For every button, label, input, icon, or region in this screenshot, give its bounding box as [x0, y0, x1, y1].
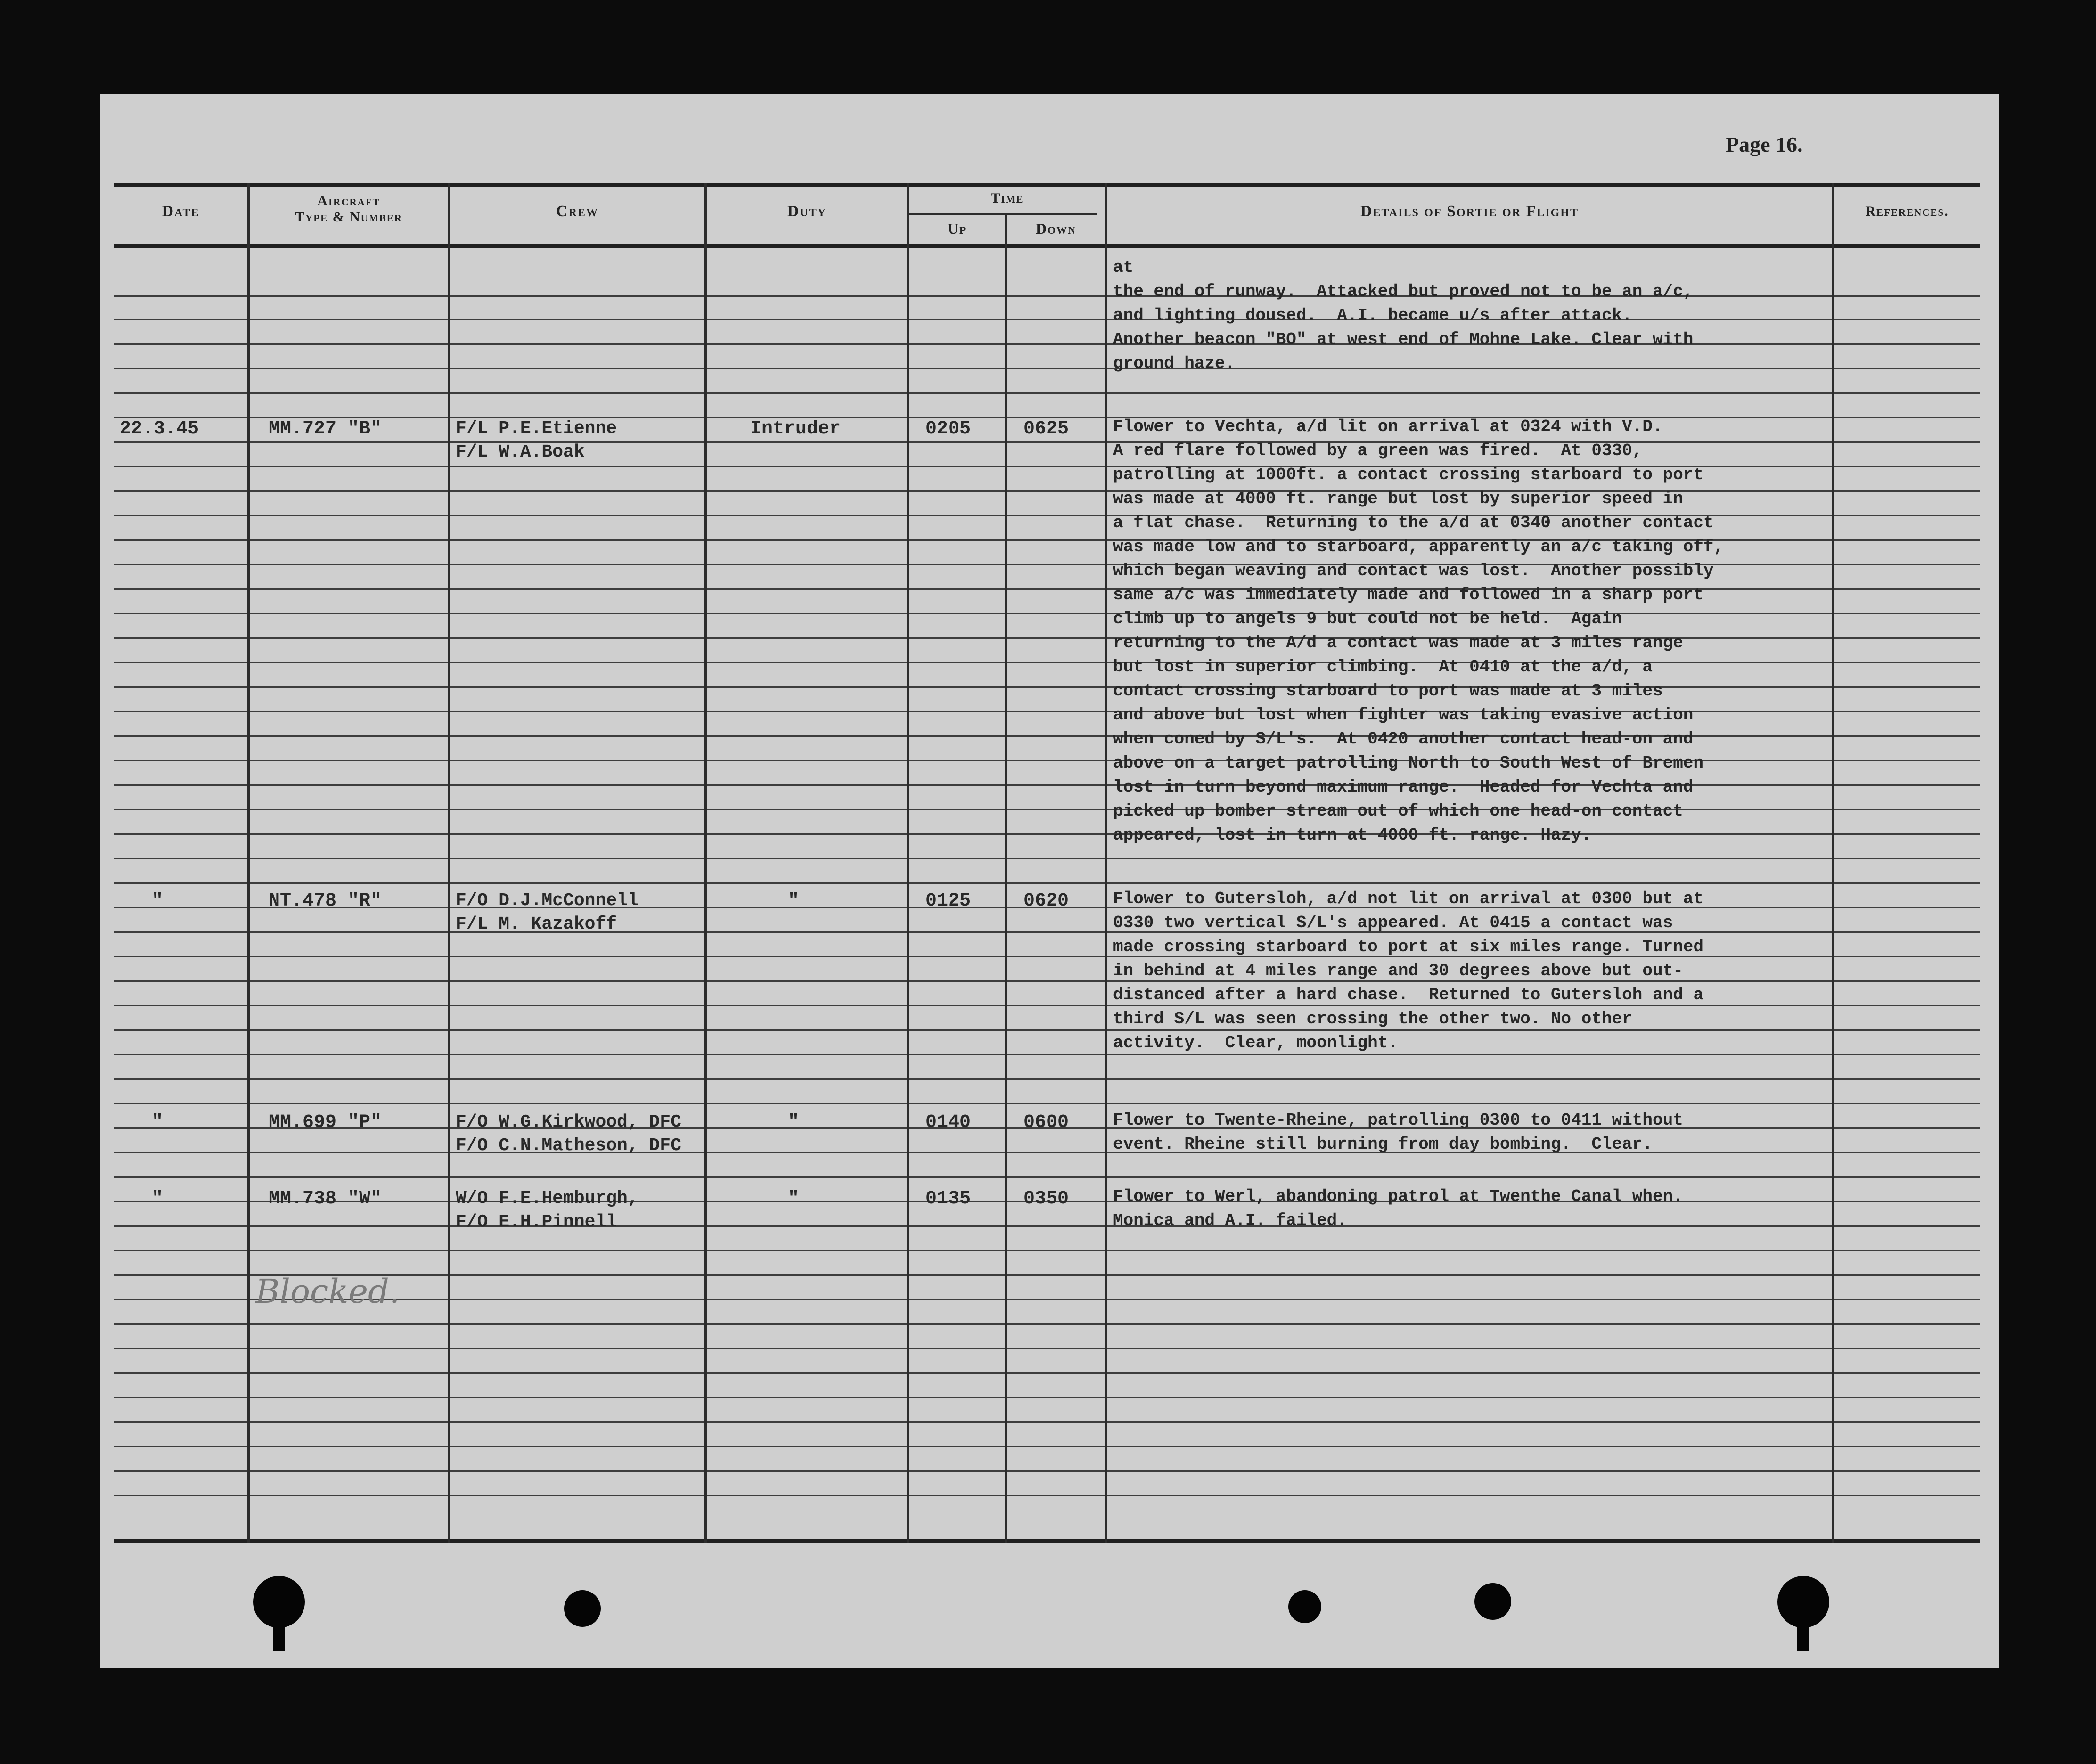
binder-hole-right	[1777, 1576, 1829, 1651]
entry-aircraft: MM.738 "W"	[269, 1188, 382, 1209]
column-divider	[1005, 213, 1007, 1543]
column-divider	[1832, 183, 1834, 1543]
time-subheader-rule	[908, 213, 1097, 215]
header-references: References.	[1865, 204, 1949, 219]
binder-hole	[564, 1590, 601, 1627]
row-rule	[114, 1421, 1980, 1423]
entry-duty: "	[788, 890, 800, 912]
handwritten-note: Blocked.	[255, 1272, 400, 1311]
entry-aircraft: NT.478 "R"	[269, 890, 382, 912]
entry-crew-pilot: F/L P.E.Etienne	[456, 418, 617, 439]
entry-details: Flower to Gutersloh, a/d not lit on arrival at 0300 but at 0330 two vertical S/L's appeared. At 0415 a contact was made crossing starboard to port at six miles range. Turned in behind at 4 miles range and 30 degrees above but out- distanced after a hard chase. Returned to Gutersloh and a third S/L was seen crossing the other two. No other activity. Clear, moonlight.	[1113, 889, 1704, 1053]
header-bottom-rule	[114, 244, 1980, 248]
row-rule	[114, 1470, 1980, 1472]
entry-duty: Intruder	[750, 418, 841, 440]
row-rule	[114, 1372, 1980, 1374]
row-rule	[114, 1323, 1980, 1325]
row-rule	[114, 1102, 1980, 1104]
entry-time-down: 0350	[1023, 1188, 1069, 1209]
column-divider	[1105, 183, 1107, 1543]
header-time-up: Up	[947, 220, 967, 237]
binder-hole-left	[253, 1576, 305, 1651]
entry-time-up: 0205	[925, 418, 971, 440]
entry-duty: "	[788, 1188, 800, 1209]
header-aircraft-line2: Type & Number	[295, 209, 402, 225]
entry-crew-navigator: F/L M. Kazakoff	[456, 914, 617, 934]
row-rule	[114, 1078, 1980, 1080]
header-time: Time	[991, 190, 1024, 206]
entry-crew-navigator: F/O E.H.Pinnell	[456, 1212, 617, 1232]
row-rule	[114, 882, 1980, 884]
entry-details: Flower to Vechta, a/d lit on arrival at 0324 with V.D. A red flare followed by a green was fired. At 0330, patrolling at 1000ft. a contact crossing starboard to port was made at 4000 ft. range but lost by superior speed in a flat chase. Returning to the a/d at 0340 another contact was made low and to starboard, apparently an a/c taking off, which began weaving and contact was lost. Another possibly same a/c was immediately made and followed in a sharp port climb up to angels 9 but could not be held. Again returning to the A/d a contact was made at 3 miles range but lost in superior climbing. At 0410 at the a/d, a contact crossing starboard to port was made at 3 miles and above but lost when fighter was taking evasive action when coned by S/L's. At 0420 another contact head-on and above on a target patrolling North to South West of Bremen lost in turn beyond maximum range. Headed for Vechta and picked up bomber stream out of which one head-on contact appeared, lost in turn at 4000 ft. range. Hazy.	[1113, 417, 1724, 845]
binder-hole	[1288, 1590, 1321, 1623]
row-rule	[114, 1176, 1980, 1178]
header-date: Date	[162, 203, 200, 220]
entry-crew-pilot: W/O F.E.Hemburgh,	[456, 1188, 639, 1209]
header-crew: Crew	[556, 203, 598, 220]
entry-crew-pilot: F/O D.J.McConnell	[456, 890, 639, 911]
entry-aircraft: MM.727 "B"	[269, 418, 382, 440]
row-rule	[114, 1250, 1980, 1251]
entry-time-up: 0125	[925, 890, 971, 912]
entry-details: Flower to Werl, abandoning patrol at Twenthe Canal when. Monica and A.I. failed.	[1113, 1187, 1683, 1230]
header-details: Details of Sortie or Flight	[1360, 203, 1579, 220]
continuation-details: at the end of runway. Attacked but proved not to be an a/c, and lighting doused. A.I. became u/s after attack. Another beacon "BO" at west end of Mohne Lake. Clear with ground haze.	[1113, 258, 1694, 373]
entry-crew-navigator: F/O C.N.Matheson, DFC	[456, 1135, 681, 1156]
header-time-down: Down	[1035, 220, 1077, 237]
log-page	[100, 94, 1999, 1668]
binder-hole	[1474, 1583, 1511, 1620]
entry-time-up: 0140	[925, 1112, 971, 1133]
entry-date: "	[152, 1112, 164, 1133]
entry-duty: "	[788, 1112, 800, 1133]
header-top-rule	[114, 183, 1980, 187]
column-divider	[448, 183, 450, 1543]
entry-date: 22.3.45	[120, 418, 199, 440]
row-rule	[114, 1494, 1980, 1496]
column-divider	[907, 183, 909, 1543]
entry-date: "	[152, 890, 164, 912]
row-rule	[114, 1348, 1980, 1349]
header-aircraft-line1: Aircraft	[317, 193, 380, 209]
faded-stamp	[760, 1569, 771, 1601]
entry-time-up: 0135	[925, 1188, 971, 1209]
row-rule	[114, 1396, 1980, 1398]
row-rule	[114, 858, 1980, 859]
entry-crew-pilot: F/O W.G.Kirkwood, DFC	[456, 1112, 681, 1132]
entry-details: Flower to Twente-Rheine, patrolling 0300 to 0411 without event. Rheine still burning from day bombing. Clear.	[1113, 1111, 1683, 1154]
entry-time-down: 0620	[1023, 890, 1069, 912]
column-divider	[247, 183, 250, 1543]
row-rule	[114, 392, 1980, 394]
entry-crew-navigator: F/L W.A.Boak	[456, 442, 585, 462]
entry-time-down: 0625	[1023, 418, 1069, 440]
row-rule	[114, 1446, 1980, 1447]
entry-time-down: 0600	[1023, 1112, 1069, 1133]
bottom-rule	[114, 1539, 1980, 1543]
header-duty: Duty	[787, 203, 827, 220]
page-number: Page 16.	[1726, 132, 1803, 156]
entry-date: "	[152, 1188, 164, 1209]
entry-aircraft: MM.699 "P"	[269, 1112, 382, 1133]
column-divider	[704, 183, 707, 1543]
